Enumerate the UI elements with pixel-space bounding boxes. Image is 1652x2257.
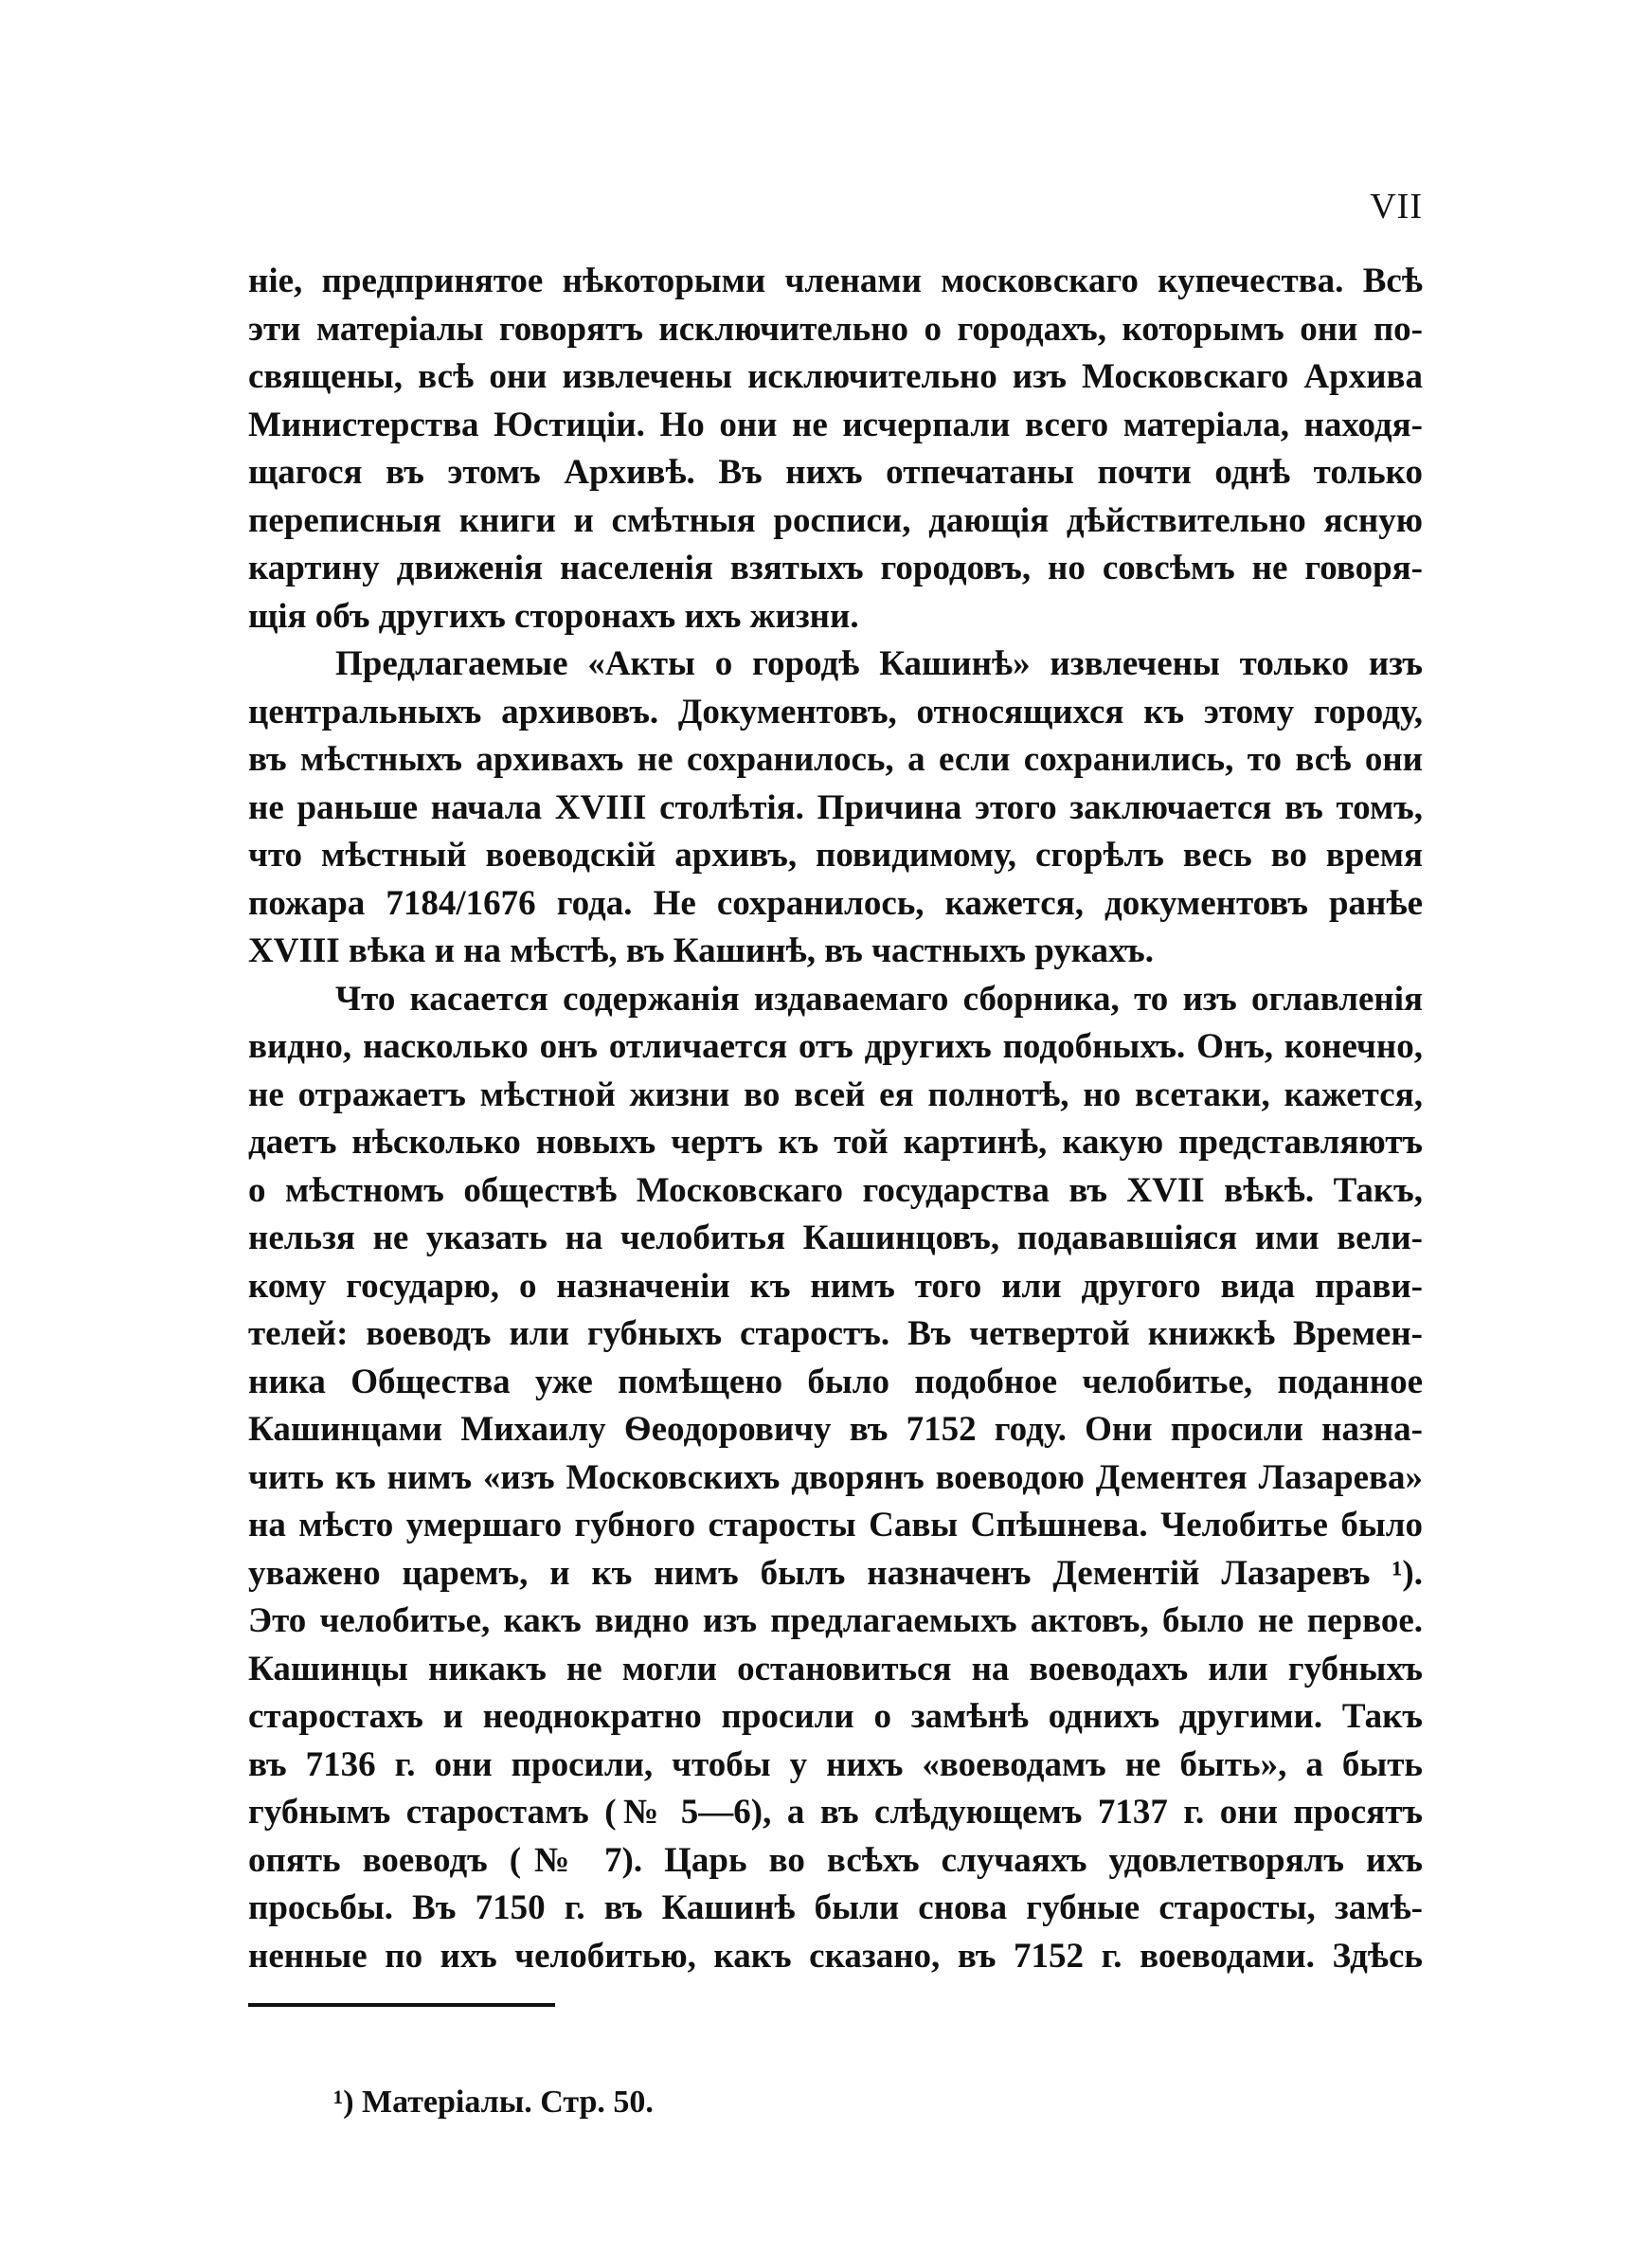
text-line: не раньше начала XVIII столѣтія. Причина этого заключается въ томъ, — [248, 787, 1423, 827]
paragraph-2 — [248, 641, 1423, 976]
text-line: Министерства Юстиціи. Но они не исчерпали всего матеріала, находя- — [248, 405, 1423, 444]
text-line: въ мѣстныхъ архивахъ не сохранилось, а если сохранились, то всѣ они — [248, 740, 1423, 779]
text-line: щія объ другихъ сторонахъ ихъ жизни. — [248, 596, 859, 636]
text-line: чить къ нимъ «изъ Московскихъ дворянъ воеводою Дементея Лазарева» — [248, 1457, 1423, 1497]
text-line: губнымъ старостамъ (№ 5—6), а въ слѣдующемъ 7137 г. они просятъ — [248, 1793, 1423, 1832]
footnote: ¹) Матеріалы. Стр. 50. — [333, 2085, 654, 2120]
text-line: щагося въ этомъ Архивѣ. Въ нихъ отпечатаны почти однѣ только — [248, 453, 1423, 492]
text-line: на мѣсто умершаго губного старосты Савы Спѣшнева. Челобитье было — [248, 1506, 1423, 1544]
text-line: просьбы. Въ 7150 г. въ Кашинѣ были снова губные старосты, замѣ- — [248, 1888, 1423, 1927]
page-number: VII — [1370, 187, 1423, 226]
text-line: о мѣстномъ обществѣ Московскаго государства въ XVII вѣкѣ. Такъ, — [248, 1170, 1423, 1210]
text-line: пожара 7184/1676 года. Не сохранилось, кажется, документовъ ранѣе — [248, 883, 1423, 923]
text-line: телей: воеводъ или губныхъ старостъ. Въ четвертой книжкѣ Времен- — [248, 1314, 1423, 1353]
footnote-divider — [248, 2003, 555, 2007]
text-line: видно, насколько онъ отличается отъ другихъ подобныхъ. Онъ, конечно, — [248, 1027, 1423, 1066]
text-line: XVIII вѣка и на мѣстѣ, въ Кашинѣ, въ частныхъ рукахъ. — [248, 931, 1154, 970]
text-line: Кашинцами Михаилу Ѳеодоровичу въ 7152 году. Они просили назна- — [248, 1410, 1423, 1449]
text-line: Предлагаемые «Акты о городѣ Кашинѣ» извлечены только изъ — [335, 644, 1423, 683]
body-text — [248, 258, 1423, 1980]
text-line: эти матеріалы говорятъ исключительно о городахъ, которымъ они по- — [248, 309, 1423, 349]
text-line: священы, всѣ они извлечены исключительно изъ Московскаго Архива — [248, 357, 1423, 396]
text-line: центральныхъ архивовъ. Документовъ, относящихся къ этому городу, — [248, 692, 1423, 731]
text-line: переписныя книги и смѣтныя росписи, дающія дѣйствительно ясную — [248, 500, 1423, 540]
text-line: даетъ нѣсколько новыхъ чертъ къ той картинѣ, какую представляютъ — [248, 1123, 1423, 1162]
text-line: что мѣстный воеводскій архивъ, повидимому, сгорѣлъ весь во время — [248, 836, 1423, 875]
text-line: ненные по ихъ челобитью, какъ сказано, въ 7152 г. воеводами. Здѣсь — [248, 1936, 1423, 1976]
text-line: старостахъ и неоднократно просили о замѣнѣ однихъ другими. Такъ — [248, 1697, 1423, 1736]
paragraph-3 — [248, 976, 1423, 1981]
text-line: въ 7136 г. они просили, чтобы у нихъ «воеводамъ не быть», а быть — [248, 1744, 1423, 1784]
paragraph-1 — [248, 258, 1423, 641]
text-line: нельзя не указать на челобитья Кашинцовъ, подававшіяся ими вели- — [248, 1219, 1423, 1257]
text-line: уважено царемъ, и къ нимъ былъ назначенъ Дементій Лазаревъ ¹). — [248, 1553, 1423, 1593]
text-line: Что касается содержанія издаваемаго сборника, то изъ оглавленія — [335, 979, 1423, 1019]
text-line: Кашинцы никакъ не могли остановиться на воеводахъ или губныхъ — [248, 1649, 1423, 1688]
text-line: картину движенія населенія взятыхъ городовъ, но совсѣмъ не говоря- — [248, 549, 1423, 587]
text-line: ніе, предпринятое нѣкоторыми членами московскаго купечества. Всѣ — [248, 262, 1423, 300]
text-line: не отражаетъ мѣстной жизни во всей ея полнотѣ, но всетаки, кажется, — [248, 1074, 1423, 1114]
text-line: опять воеводъ (№ 7). Царь во всѣхъ случаяхъ удовлетворялъ ихъ — [248, 1840, 1423, 1880]
text-line: Это челобитье, какъ видно изъ предлагаемыхъ актовъ, было не первое. — [248, 1601, 1423, 1640]
text-line: ника Общества уже помѣщено было подобное челобитье, поданное — [248, 1362, 1423, 1401]
text-line: кому государю, о назначеніи къ нимъ того или другого вида прави- — [248, 1266, 1423, 1306]
